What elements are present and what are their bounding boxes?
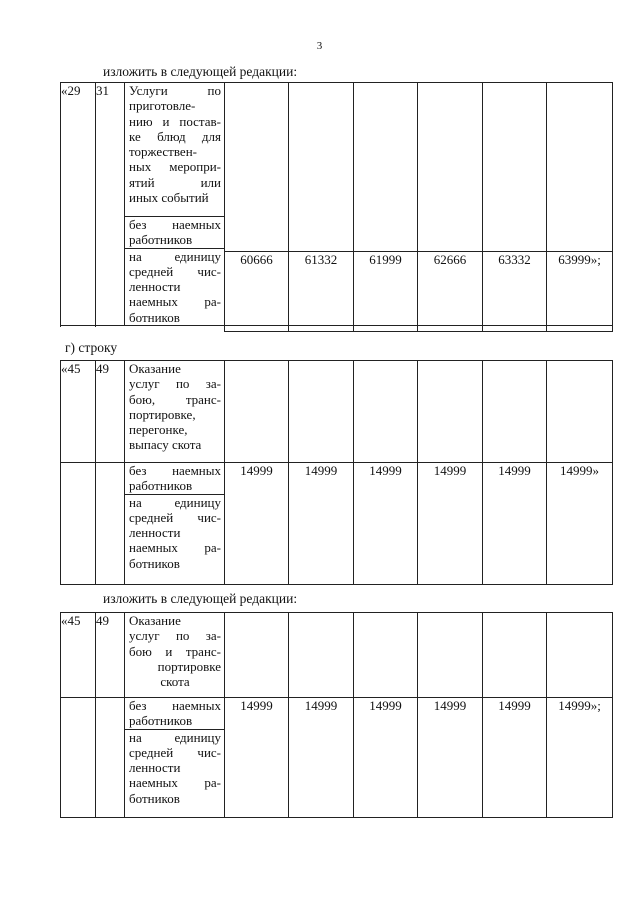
sub-line: на единицу <box>129 248 221 264</box>
sub-line: средней чис- <box>129 509 221 525</box>
empty-cell <box>289 613 354 698</box>
sub-line: работников <box>129 713 193 729</box>
row-index-cont <box>61 698 96 818</box>
title-line: ных меропри- <box>129 159 221 175</box>
paragraph-line-g: г) строку <box>65 340 118 355</box>
title-line: услуг по за- <box>129 628 221 644</box>
title-line: торжествен- <box>129 144 197 160</box>
activity-title-cell <box>125 613 225 698</box>
empty-cell <box>418 361 483 463</box>
row-code-cont <box>96 463 125 585</box>
value-cell: 14999 <box>483 698 547 818</box>
rate-table-3 <box>60 612 613 818</box>
values-row-1 <box>224 251 613 332</box>
without-employees-cell <box>125 217 225 326</box>
empty-cell <box>418 613 483 698</box>
value-cell: 61999 <box>354 252 418 332</box>
value-cell: 14999 <box>354 698 418 818</box>
row-code: 49 <box>96 613 125 698</box>
sub-line: ленности <box>129 279 181 295</box>
paragraph-new-edition-1: изложить в следующей редакции: <box>103 64 298 79</box>
title-line: бою, транс- <box>129 391 221 407</box>
employee-basis-cell <box>125 463 225 585</box>
value-cell: 14999»; <box>547 698 613 818</box>
value-cell: 63999»; <box>547 252 613 332</box>
value-cell: 14999 <box>289 698 354 818</box>
sub-line: без наемных <box>129 698 221 713</box>
sub-line: на единицу <box>129 729 221 745</box>
empty-cell <box>547 613 613 698</box>
empty-cell <box>483 613 547 698</box>
row-index: «45 <box>61 361 96 463</box>
sub-line: ботников <box>129 555 180 571</box>
sub-line: работников <box>129 478 193 494</box>
activity-title-cell <box>125 83 225 217</box>
value-cell: 61332 <box>289 252 354 332</box>
sub-line: средней чис- <box>129 744 221 760</box>
row-index-cont <box>61 463 96 585</box>
sub-line: ленности <box>129 760 181 776</box>
sub-line: наемных ра- <box>129 294 221 310</box>
title-line: Услуги по <box>129 83 221 98</box>
sub-line: ботников <box>129 790 180 806</box>
title-line: скота <box>160 674 190 690</box>
empty-cell <box>354 361 418 463</box>
value-cell: 63332 <box>483 252 547 332</box>
title-line: ятий или <box>129 174 221 190</box>
title-line: бою и транс- <box>129 643 221 659</box>
rate-table-2 <box>60 360 613 585</box>
empty-cell <box>289 361 354 463</box>
sub-line: ботников <box>129 309 180 325</box>
title-line: иных событий <box>129 190 209 206</box>
title-line: выпасу скота <box>129 437 202 453</box>
empty-cell <box>354 613 418 698</box>
title-line: Оказание <box>129 361 181 376</box>
sub-line: наемных ра- <box>129 540 221 556</box>
page-number: 3 <box>316 40 323 52</box>
value-cell: 14999 <box>418 463 483 585</box>
sub-line: наемных ра- <box>129 775 221 791</box>
sub-line: ленности <box>129 525 181 541</box>
sub-line: на единицу <box>129 494 221 510</box>
value-cell: 14999 <box>418 698 483 818</box>
value-cell: 14999 <box>225 463 289 585</box>
value-cell: 60666 <box>225 252 289 332</box>
row-code-cont <box>96 698 125 818</box>
title-line: портировке, <box>129 406 196 422</box>
paragraph-new-edition-2: изложить в следующей редакции: <box>103 591 298 606</box>
value-cell: 14999» <box>547 463 613 585</box>
empty-cell <box>483 361 547 463</box>
title-line: ке блюд для <box>129 128 221 144</box>
sub-line: средней чис- <box>129 263 221 279</box>
empty-cell <box>225 361 289 463</box>
row-code: 31 <box>96 83 125 326</box>
title-line: нию и постав- <box>129 113 221 129</box>
value-cell: 14999 <box>225 698 289 818</box>
title-line: перегонке, <box>129 422 188 438</box>
row-code: 49 <box>96 361 125 463</box>
title-line: Оказание <box>129 613 181 628</box>
title-line: услуг по за- <box>129 376 221 392</box>
empty-cell <box>547 361 613 463</box>
activity-title-cell <box>125 361 225 463</box>
empty-cell <box>225 613 289 698</box>
value-cell: 14999 <box>289 463 354 585</box>
value-cell: 14999 <box>483 463 547 585</box>
sub-line: работников <box>129 232 193 248</box>
title-line: портировке <box>157 658 221 674</box>
value-cell: 62666 <box>418 252 483 332</box>
sub-line: без наемных <box>129 463 221 478</box>
employee-basis-cell <box>125 698 225 818</box>
sub-line: без наемных <box>129 217 221 232</box>
title-line: приготовле- <box>129 98 196 114</box>
row-index: «29 <box>61 83 96 326</box>
value-cell: 14999 <box>354 463 418 585</box>
row-index: «45 <box>61 613 96 698</box>
